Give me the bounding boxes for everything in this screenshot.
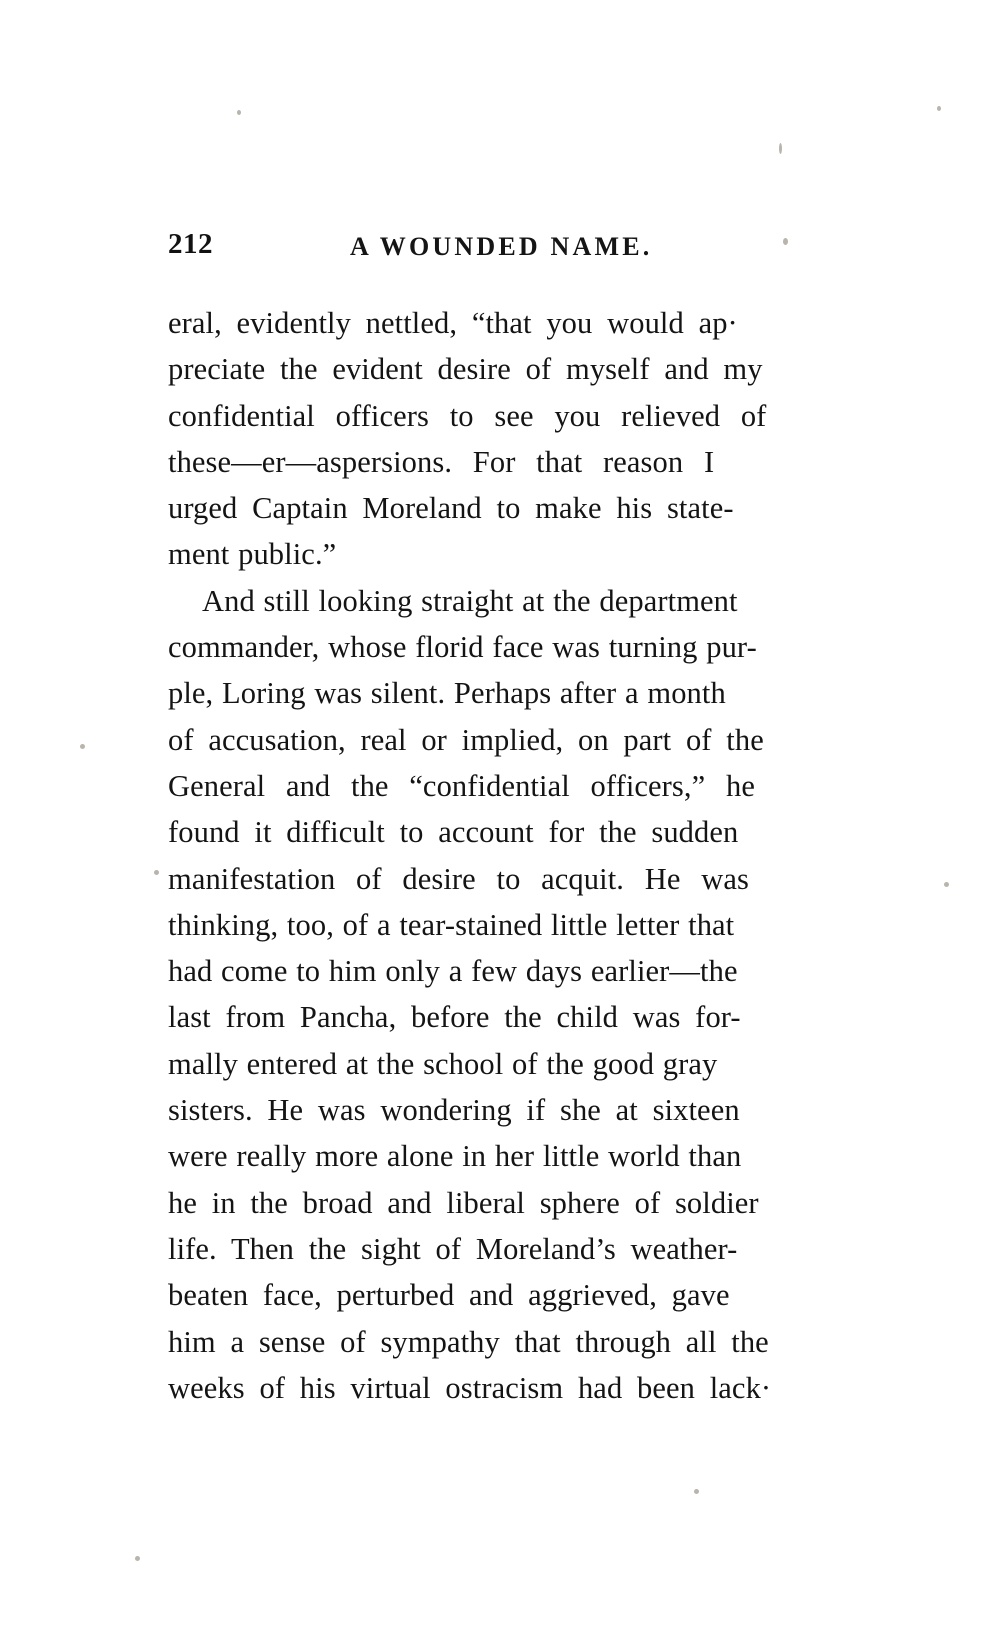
page-header — [168, 228, 828, 268]
scan-speck — [80, 744, 85, 749]
text-line: manifestation of desire to acquit. He was — [168, 861, 749, 896]
page-body — [168, 300, 858, 1411]
text-line: And still looking straight at the department — [202, 583, 738, 618]
text-line: ple, Loring was silent. Perhaps after a month — [168, 676, 726, 711]
text-line: thinking, too, of a tear-stained little letter that — [168, 907, 735, 942]
text-line: life. Then the sight of Moreland’s weather- — [168, 1231, 738, 1266]
scan-speck — [779, 143, 782, 154]
text-line: General and the “confidential officers,” he — [168, 768, 755, 803]
scan-speck — [135, 1556, 140, 1561]
text-line: commander, whose florid face was turning pur- — [168, 630, 757, 665]
text-line: mally entered at the school of the good gray — [168, 1046, 718, 1081]
text-line: ment public.” — [168, 537, 337, 572]
text-line: eral, evidently nettled, “that you would ap· — [168, 306, 738, 340]
text-line: last from Pancha, before the child was for- — [168, 1000, 741, 1035]
text-line: beaten face, perturbed and aggrieved, gave — [168, 1278, 730, 1313]
scan-speck — [944, 882, 949, 887]
text-line: him a sense of sympathy that through all the — [168, 1324, 769, 1359]
text-line: urged Captain Moreland to make his state- — [168, 491, 734, 526]
scan-speck — [694, 1489, 699, 1494]
scan-speck — [237, 110, 241, 115]
text-line: weeks of his virtual ostracism had been lack· — [168, 1370, 772, 1405]
text-line: these—er—aspersions. For that reason I — [168, 444, 715, 479]
text-line: were really more alone in her little world than — [168, 1139, 742, 1174]
text-line: he in the broad and liberal sphere of soldier — [168, 1185, 759, 1220]
text-line: confidential officers to see you relieved of — [168, 398, 767, 433]
scan-speck — [154, 870, 159, 875]
running-title: A WOUNDED NAME. — [350, 232, 653, 261]
text-line: preciate the evident desire of myself and my — [168, 352, 763, 387]
scan-speck — [937, 106, 941, 111]
text-line: had come to him only a few days earlier—the — [168, 954, 738, 989]
page-number: 212 — [168, 228, 213, 260]
text-line: found it difficult to account for the sudden — [168, 815, 739, 850]
text-line: of accusation, real or implied, on part of the — [168, 722, 764, 757]
text-line: sisters. He was wondering if she at sixteen — [168, 1093, 740, 1128]
